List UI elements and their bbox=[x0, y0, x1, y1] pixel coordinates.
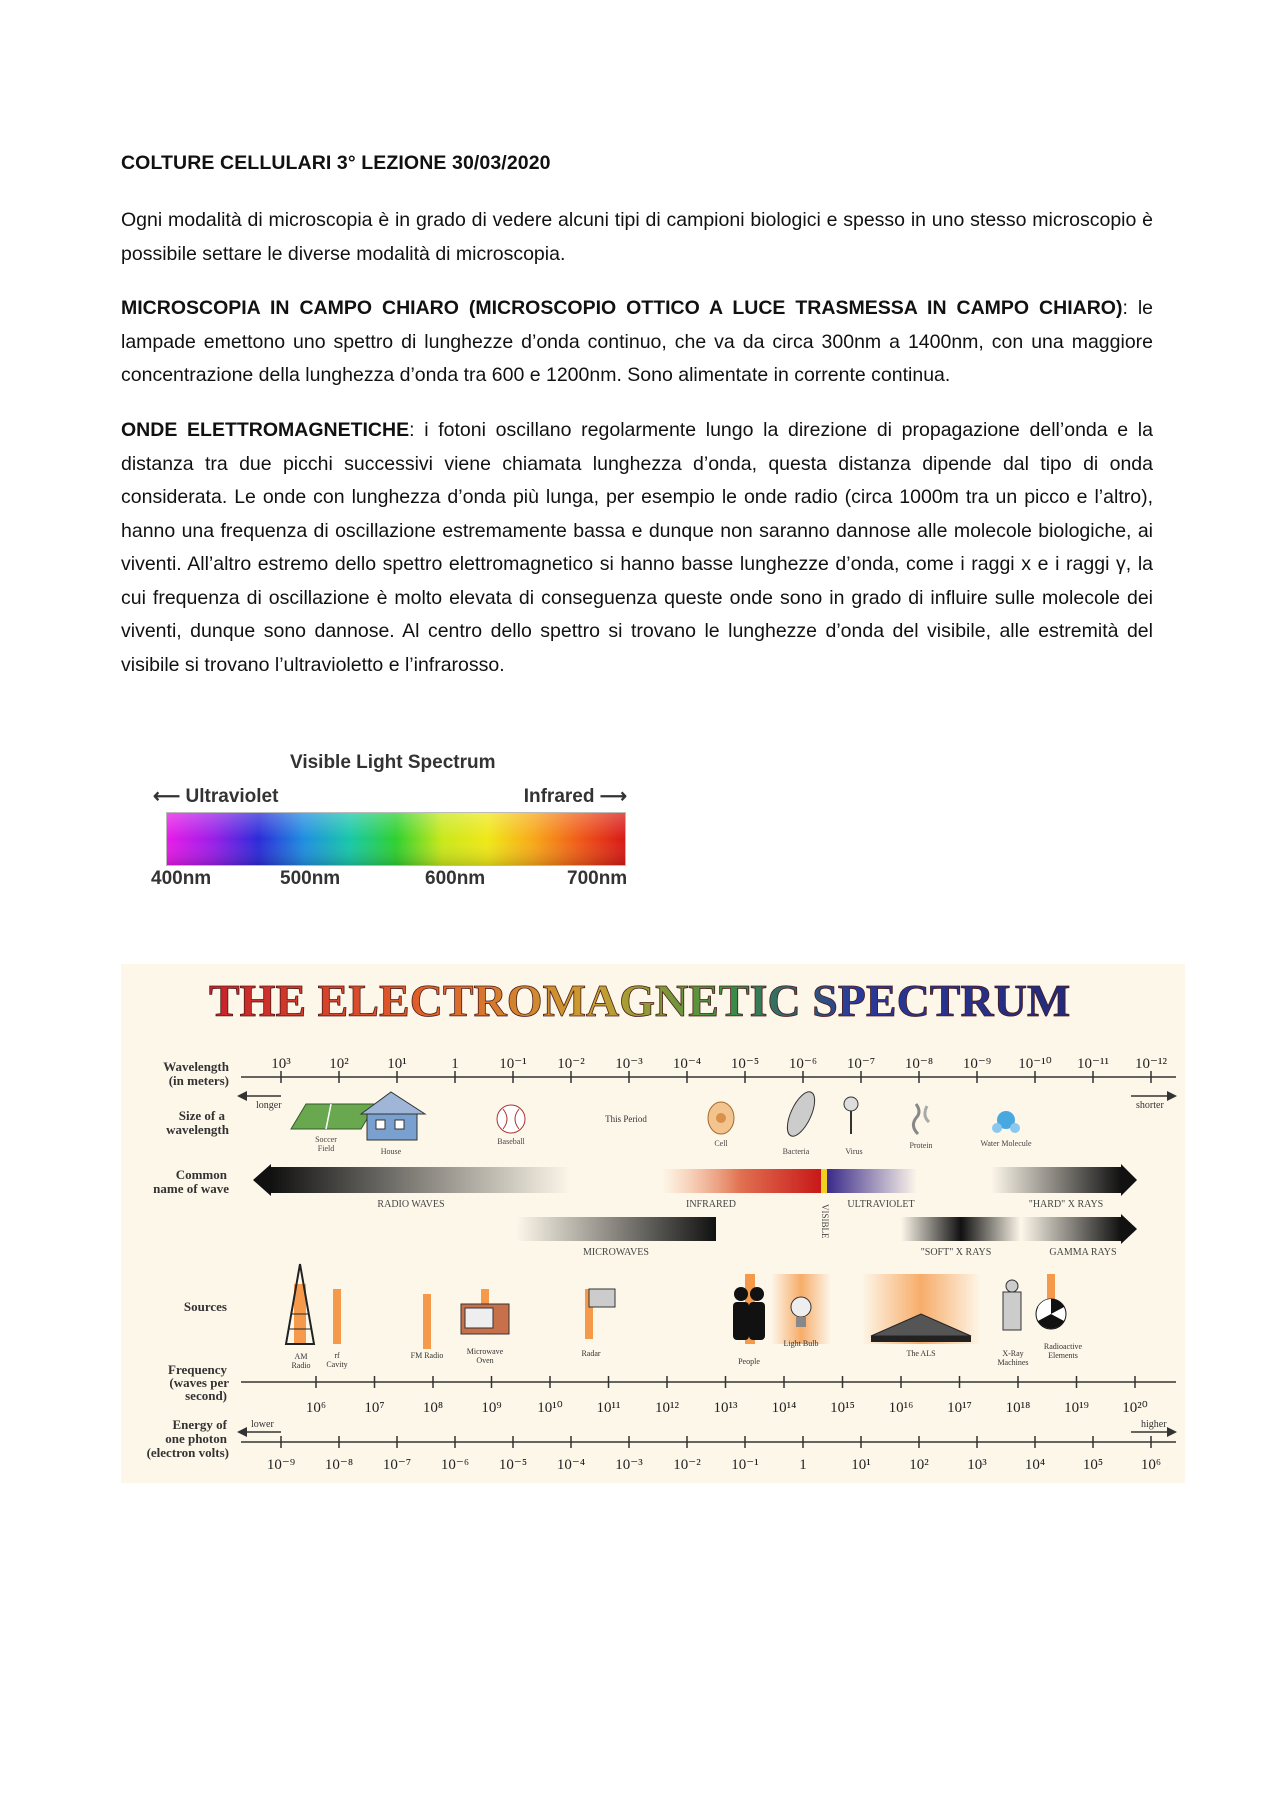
frequency-tick-label: 10⁸ bbox=[422, 1400, 444, 1416]
infrared-label: INFRARED bbox=[685, 1199, 737, 1210]
infrared-band bbox=[661, 1169, 821, 1193]
row-label-wavelength-unit: (in meters) bbox=[168, 1073, 229, 1088]
energy-tick-label: 10¹ bbox=[851, 1457, 871, 1473]
lower-label: lower bbox=[251, 1419, 274, 1430]
energy-tick-label: 10⁻¹ bbox=[731, 1457, 759, 1473]
wavelength-ticks bbox=[271, 1056, 1167, 1083]
arrow-right-icon bbox=[1121, 1214, 1137, 1244]
tick-label: 600nm bbox=[425, 868, 486, 889]
higher-label: higher bbox=[1141, 1419, 1167, 1430]
svg-text:Bacteria: Bacteria bbox=[782, 1147, 810, 1156]
wavelength-tick-label: 10⁻¹¹ bbox=[1077, 1056, 1109, 1072]
wavelength-tick-label: 10⁻² bbox=[557, 1056, 585, 1072]
row-label-wavelength: Wavelength bbox=[163, 1059, 229, 1074]
wavelength-tick-label: 10⁻⁶ bbox=[788, 1056, 818, 1072]
energy-tick-label: 10⁶ bbox=[1140, 1457, 1162, 1473]
radar-icon bbox=[581, 1289, 615, 1358]
size-objects bbox=[291, 1088, 1032, 1156]
wavelength-tick-label: 10⁻⁷ bbox=[846, 1056, 876, 1072]
house-icon bbox=[361, 1092, 425, 1156]
svg-text:Virus: Virus bbox=[845, 1147, 863, 1156]
soccer-field-icon bbox=[291, 1104, 376, 1153]
wavelength-tick-label: 10⁻⁵ bbox=[730, 1056, 760, 1072]
frequency-tick-label: 10¹⁴ bbox=[771, 1400, 797, 1416]
gamma-label: GAMMA RAYS bbox=[1049, 1247, 1117, 1258]
tick-label: 400nm bbox=[151, 868, 212, 889]
energy-tick-label: 10⁵ bbox=[1082, 1457, 1104, 1473]
svg-text:House: House bbox=[380, 1147, 402, 1156]
svg-text:Elements: Elements bbox=[1048, 1351, 1078, 1360]
energy-tick-label: 10⁻² bbox=[673, 1457, 701, 1473]
ultraviolet-band bbox=[827, 1169, 917, 1193]
svg-text:Radar: Radar bbox=[581, 1349, 601, 1358]
wavelength-tick-label: 10³ bbox=[271, 1056, 291, 1072]
ultraviolet-text: Ultraviolet bbox=[185, 786, 279, 807]
paragraph-brightfield bbox=[121, 292, 1153, 393]
energy-tick-label: 10⁻⁴ bbox=[556, 1457, 586, 1473]
fm-radio-icon bbox=[411, 1294, 444, 1360]
energy-tick-label: 1 bbox=[799, 1457, 807, 1473]
row-label-energy-2: one photon bbox=[165, 1431, 227, 1446]
row-label-size-2: wavelength bbox=[166, 1122, 229, 1137]
em-waves-text: : i fotoni oscillano regolarmente lungo la direzione di propagazione dell’onda e la distanza tra due picchi successivi viene chiamata lunghezza d’onda, questa distanza dipende dal tipo di onda considerata. Le onde con lunghezza d’onda più lunga, per esempio le onde radio (circa 1000m tra un picco e l’altro), hanno una frequenza di oscillazione estremamente bassa e dunque non saranno dannose alle molecole biologiche, ai viventi. All’altro estremo dello spettro elettromagnetico si hanno basse lunghezze d’onda, come i raggi x e i raggi γ, la cui frequenza di oscillazione è molto elevata di conseguenza queste onde sono in grado di influire sulle molecole dei viventi, dunque sono dannose. Al centro dello spettro si trovano le lunghezze d’onda del visibile, alle estremità del visibile si trovano l’ultravioletto e l’infrarosso. bbox=[121, 419, 1153, 676]
frequency-tick-label: 10¹⁶ bbox=[888, 1400, 914, 1416]
xray-machine-icon bbox=[997, 1280, 1028, 1367]
svg-text:Machines: Machines bbox=[997, 1358, 1029, 1367]
tick-label: 700nm bbox=[567, 868, 628, 889]
frequency-tick-label: 10¹⁸ bbox=[1005, 1400, 1031, 1416]
row-label-frequency-2: (waves per bbox=[169, 1375, 229, 1390]
wavelength-tick-label: 10⁻⁹ bbox=[962, 1056, 992, 1072]
radioactive-icon bbox=[1036, 1274, 1083, 1360]
arrow-left-icon bbox=[237, 1427, 247, 1437]
svg-text:Soccer: Soccer bbox=[315, 1135, 337, 1144]
svg-text:Field: Field bbox=[317, 1144, 335, 1153]
paragraph-intro: Ogni modalità di microscopia è in grado di vedere alcuni tipi di campioni biologici e spesso in uno stesso microscopio è possibile settare le diverse modalità di microscopia. bbox=[121, 209, 1153, 265]
soft-xrays-label: "SOFT" X RAYS bbox=[920, 1247, 992, 1258]
frequency-tick-label: 10¹⁰ bbox=[537, 1400, 563, 1416]
light-bulb-icon bbox=[771, 1274, 831, 1348]
visible-band bbox=[821, 1169, 827, 1193]
energy-tick-label: 10⁻⁶ bbox=[440, 1457, 470, 1473]
frequency-tick-label: 10²⁰ bbox=[1122, 1400, 1148, 1416]
arrow-right-icon bbox=[1167, 1091, 1177, 1101]
svg-text:People: People bbox=[738, 1357, 760, 1366]
svg-text:Protein: Protein bbox=[909, 1141, 933, 1150]
frequency-tick-label: 10¹³ bbox=[713, 1400, 738, 1416]
frequency-tick-label: 10⁶ bbox=[305, 1400, 327, 1416]
row-label-energy: Energy of bbox=[172, 1417, 227, 1432]
tick-label: 500nm bbox=[280, 868, 341, 889]
svg-text:Microwave: Microwave bbox=[466, 1347, 504, 1356]
energy-tick-label: 10⁻⁸ bbox=[324, 1457, 354, 1473]
svg-text:rf: rf bbox=[334, 1351, 340, 1360]
water-molecule-icon bbox=[980, 1111, 1032, 1148]
arrow-left-icon bbox=[237, 1091, 247, 1101]
em-spectrum-figure bbox=[121, 964, 1185, 1483]
arrow-right-icon bbox=[1167, 1427, 1177, 1437]
infrared-text: Infrared bbox=[523, 786, 595, 807]
virus-icon bbox=[844, 1097, 863, 1156]
wavelength-tick-label: 10⁻⁸ bbox=[904, 1056, 934, 1072]
wavelength-tick-label: 10⁻³ bbox=[615, 1056, 643, 1072]
svg-text:The ALS: The ALS bbox=[906, 1349, 936, 1358]
energy-tick-label: 10⁻⁹ bbox=[266, 1457, 296, 1473]
shorter-label: shorter bbox=[1136, 1100, 1164, 1111]
wavelength-tick-label: 10⁻¹ bbox=[499, 1056, 527, 1072]
people-icon bbox=[733, 1274, 765, 1366]
frequency-tick-label: 10⁹ bbox=[481, 1400, 502, 1416]
hard-xrays-label: "HARD" X RAYS bbox=[1028, 1199, 1104, 1210]
wavelength-tick-label: 10⁻⁴ bbox=[672, 1056, 702, 1072]
visible-spectrum-figure bbox=[145, 752, 645, 892]
row-label-size: Size of a bbox=[178, 1108, 225, 1123]
row-label-energy-3: (electron volts) bbox=[146, 1445, 229, 1460]
row-label-frequency-3: second) bbox=[185, 1388, 227, 1403]
brightfield-text: : le lampade emettono uno spettro di lunghezze d’onda continuo, che va da circa 300nm a 1400nm, con una maggiore concentrazione della lunghezza d’onda tra 600 e 1200nm. Sono alimentate in corrente continua. bbox=[121, 297, 1154, 386]
row-label-common-2: name of wave bbox=[153, 1181, 229, 1196]
ultraviolet-label bbox=[153, 785, 278, 808]
microwaves-label: MICROWAVES bbox=[583, 1247, 649, 1258]
energy-tick-label: 10⁻³ bbox=[615, 1457, 643, 1473]
svg-text:Light Bulb: Light Bulb bbox=[783, 1339, 819, 1348]
frequency-tick-label: 10¹⁵ bbox=[830, 1400, 855, 1416]
soft-xrays-band bbox=[901, 1217, 1021, 1241]
wavelength-tick-label: 10¹ bbox=[387, 1056, 407, 1072]
page-title: COLTURE CELLULARI 3° LEZIONE 30/03/2020 bbox=[121, 152, 551, 174]
gamma-band bbox=[1021, 1217, 1121, 1241]
radio-waves-band bbox=[271, 1167, 571, 1193]
energy-tick-label: 10² bbox=[909, 1457, 929, 1473]
svg-text:Radioactive: Radioactive bbox=[1043, 1342, 1083, 1351]
radio-waves-label: RADIO WAVES bbox=[377, 1199, 445, 1210]
svg-text:Water Molecule: Water Molecule bbox=[980, 1139, 1032, 1148]
infrared-label bbox=[524, 785, 627, 808]
hard-xrays-band bbox=[991, 1167, 1121, 1193]
energy-tick-label: 10⁴ bbox=[1024, 1457, 1046, 1473]
frequency-tick-label: 10¹² bbox=[655, 1400, 679, 1416]
svg-text:X-Ray: X-Ray bbox=[1002, 1349, 1024, 1358]
brightfield-heading: MICROSCOPIA IN CAMPO CHIARO (MICROSCOPIO OTTICO A LUCE TRASMESSA IN CAMPO CHIARO) bbox=[121, 297, 1123, 319]
svg-text:AM: AM bbox=[294, 1352, 308, 1361]
energy-tick-label: 10³ bbox=[967, 1457, 987, 1473]
cell-icon bbox=[708, 1102, 734, 1148]
bacteria-icon bbox=[782, 1088, 820, 1156]
svg-text:Cavity: Cavity bbox=[326, 1360, 348, 1369]
wavelength-tick-label: 10² bbox=[329, 1056, 349, 1072]
energy-tick-label: 10⁻⁵ bbox=[498, 1457, 528, 1473]
energy-tick-label: 10⁻⁷ bbox=[382, 1457, 412, 1473]
baseball-icon bbox=[497, 1105, 526, 1146]
microwaves-band bbox=[516, 1217, 716, 1241]
visible-label: VISIBLE bbox=[820, 1204, 830, 1239]
row-label-frequency: Frequency bbox=[168, 1362, 227, 1377]
arrow-right-icon: ⟶ bbox=[599, 786, 627, 807]
paragraph-em-waves bbox=[121, 414, 1153, 682]
frequency-tick-label: 10⁷ bbox=[364, 1400, 385, 1416]
arrow-left-icon bbox=[253, 1164, 271, 1196]
svg-text:Radio: Radio bbox=[291, 1361, 311, 1370]
arrow-left-icon: ⟵ bbox=[153, 786, 181, 807]
em-spectrum-title: THE ELECTROMAGNETIC SPECTRUM bbox=[209, 975, 1071, 1026]
wavelength-tick-label: 10⁻¹⁰ bbox=[1018, 1056, 1052, 1072]
row-label-common: Common bbox=[175, 1167, 227, 1182]
row-label-sources: Sources bbox=[183, 1299, 227, 1314]
svg-text:FM Radio: FM Radio bbox=[410, 1351, 444, 1360]
visible-spectrum-title: Visible Light Spectrum bbox=[290, 752, 496, 773]
frequency-tick-label: 10¹⁹ bbox=[1064, 1400, 1089, 1416]
svg-text:Oven: Oven bbox=[476, 1356, 494, 1365]
protein-icon bbox=[909, 1104, 932, 1150]
longer-label: longer bbox=[256, 1100, 282, 1111]
em-waves-heading: ONDE ELETTROMAGNETICHE bbox=[121, 419, 410, 441]
rf-cavity-icon bbox=[326, 1289, 347, 1369]
wavelength-tick-label: 1 bbox=[451, 1056, 459, 1072]
svg-text:This Period: This Period bbox=[605, 1114, 647, 1124]
frequency-tick-label: 10¹⁷ bbox=[947, 1400, 972, 1416]
als-synchrotron-icon bbox=[861, 1274, 981, 1358]
ultraviolet-label: ULTRAVIOLET bbox=[847, 1199, 915, 1210]
svg-text:Baseball: Baseball bbox=[497, 1137, 525, 1146]
period-icon bbox=[605, 1114, 647, 1124]
svg-text:Cell: Cell bbox=[714, 1139, 728, 1148]
frequency-tick-label: 10¹¹ bbox=[596, 1400, 621, 1416]
wavelength-tick-label: 10⁻¹² bbox=[1135, 1056, 1167, 1072]
spectrum-color-bar bbox=[166, 812, 626, 866]
am-radio-tower-icon bbox=[286, 1264, 314, 1370]
wave-name-bands bbox=[253, 1164, 1137, 1258]
arrow-right-icon bbox=[1121, 1164, 1137, 1196]
microwave-oven-icon bbox=[461, 1289, 509, 1365]
sources bbox=[286, 1264, 1083, 1370]
